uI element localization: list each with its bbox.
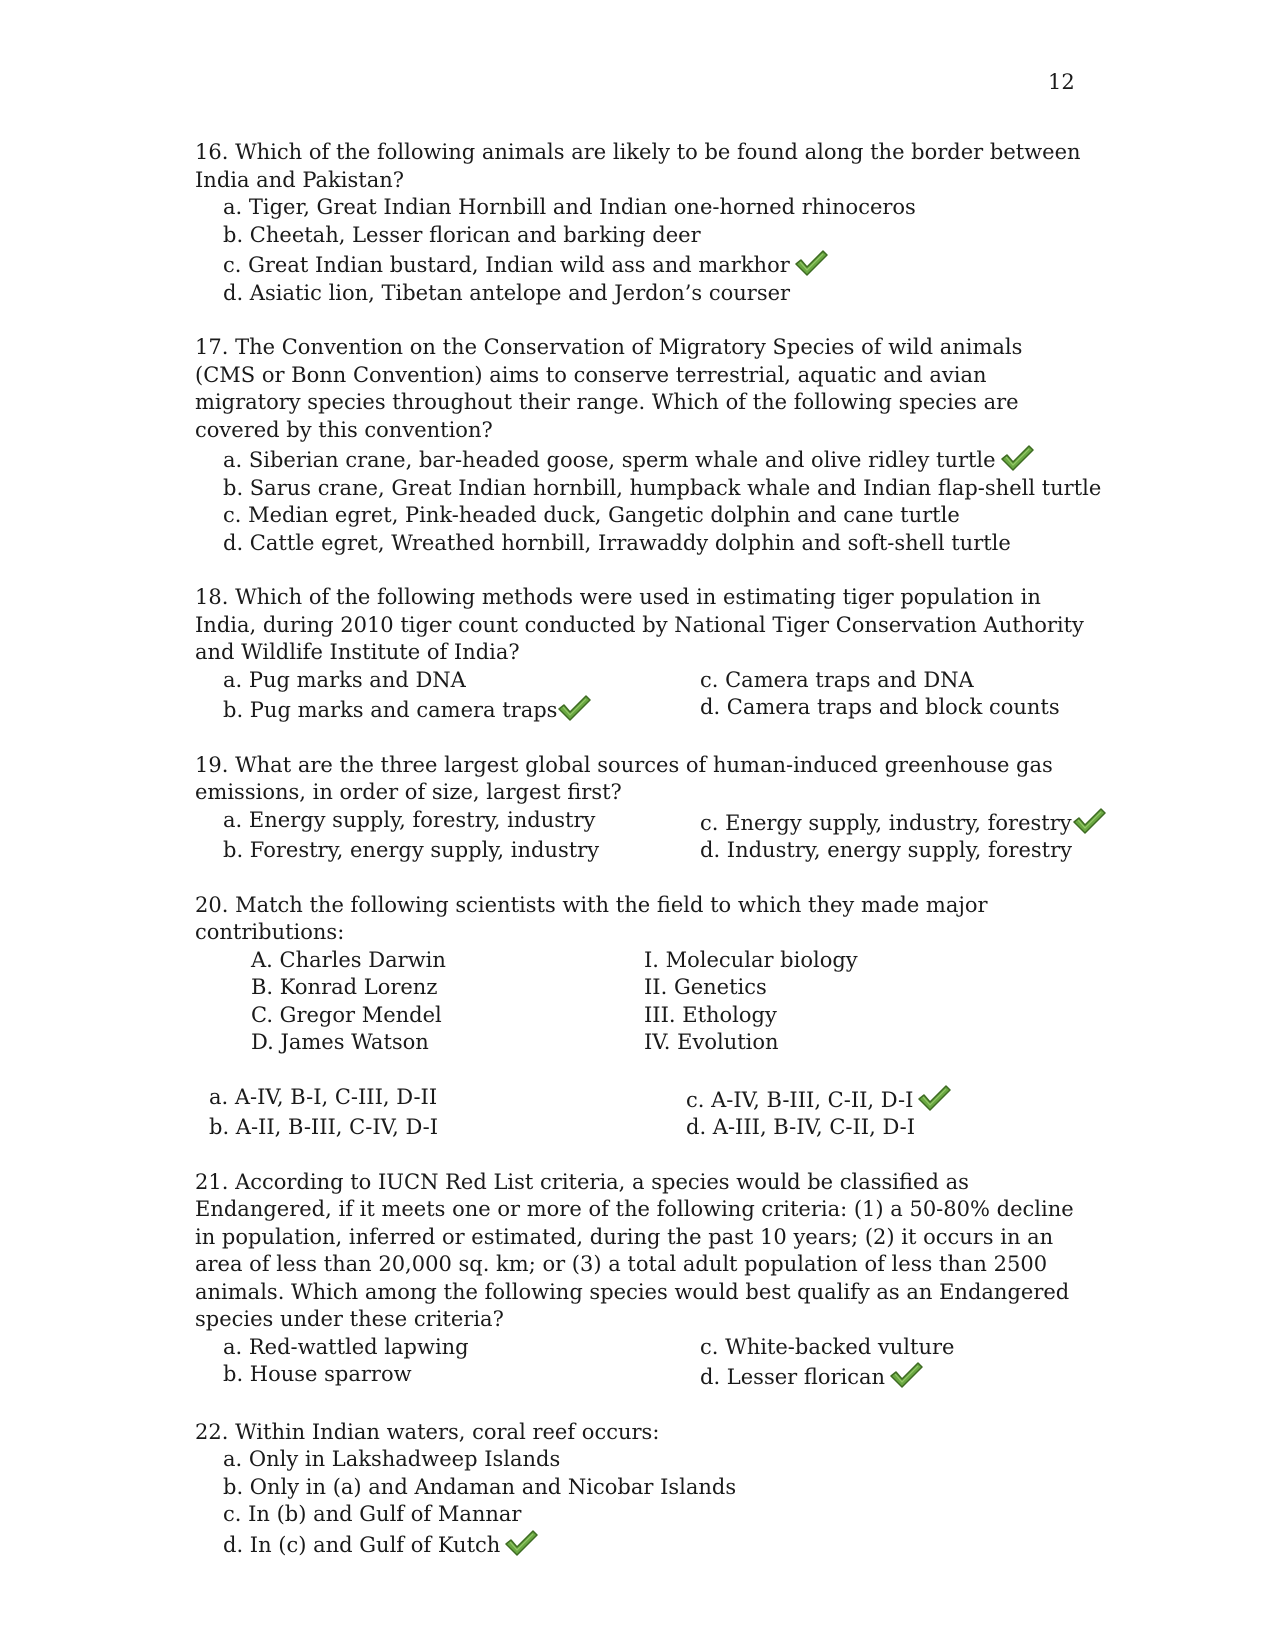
question-19	[195, 752, 1085, 865]
checkmark-icon	[557, 694, 591, 722]
question-list	[195, 139, 1102, 1586]
option-a[interactable]: a. Tiger, Great Indian Hornbill and Indian one-horned rhinoceros	[223, 195, 916, 219]
option-a[interactable]	[223, 444, 1085, 475]
option-c[interactable]: c. Camera traps and DNA	[700, 667, 974, 692]
option-a[interactable]: a. A-IV, B-I, C-III, D-II	[209, 1084, 438, 1109]
option-b[interactable]: b. Only in (a) and Andaman and Nicobar Islands	[223, 1474, 737, 1499]
field-item: III. Ethology	[644, 1002, 777, 1027]
option-a[interactable]: a. Red-wattled lapwing	[223, 1334, 469, 1359]
option-label: d. Lesser florican	[700, 1365, 886, 1389]
question-16	[195, 139, 1085, 307]
scientist-item: D. James Watson	[251, 1030, 429, 1054]
checkmark-icon	[1072, 807, 1106, 835]
options	[195, 1446, 1085, 1559]
options	[195, 667, 1085, 725]
option-label: d. In (c) and Gulf of Kutch	[223, 1532, 501, 1557]
question-18	[195, 584, 1085, 725]
option-b[interactable]	[223, 694, 700, 725]
option-a[interactable]: a. Energy supply, forestry, industry	[223, 807, 596, 832]
option-b[interactable]: b. Sarus crane, Great Indian hornbill, humpback whale and Indian flap-shell turtle	[223, 475, 1102, 500]
option-d[interactable]: d. A-III, B-IV, C-II, D-I	[686, 1115, 916, 1139]
question-text: 16. Which of the following animals are likely to be found along the border between India and Pakistan?	[195, 140, 1081, 192]
option-c[interactable]	[686, 1084, 1085, 1115]
option-b[interactable]: b. Cheetah, Lesser florican and barking deer	[223, 222, 701, 247]
question-text: 22. Within Indian waters, coral reef occurs:	[195, 1419, 660, 1444]
option-a[interactable]: a. Pug marks and DNA	[223, 667, 466, 692]
option-d[interactable]: d. Industry, energy supply, forestry	[700, 838, 1072, 862]
option-d[interactable]: d. Camera traps and block counts	[700, 695, 1060, 719]
field-item: II. Genetics	[644, 975, 767, 999]
field-item: IV. Evolution	[644, 1030, 779, 1054]
question-text: 18. Which of the following methods were used in estimating tiger population in India, during 2010 tiger count conducted by National Tiger Conservation Authority and Wildlife Institute of India?	[195, 585, 1084, 664]
option-d[interactable]: d. Cattle egret, Wreathed hornbill, Irrawaddy dolphin and soft-shell turtle	[223, 530, 1011, 555]
option-b[interactable]: b. Forestry, energy supply, industry	[223, 838, 600, 862]
page-number: 12	[1048, 70, 1075, 94]
scientist-item: C. Gregor Mendel	[251, 1002, 442, 1027]
question-text: 19. What are the three largest global sources of human-induced greenhouse gas emissions, in order of size, largest first?	[195, 752, 1053, 804]
option-a[interactable]: a. Only in Lakshadweep Islands	[223, 1447, 561, 1471]
checkmark-icon	[917, 1084, 951, 1112]
options	[195, 807, 1085, 865]
option-c[interactable]	[700, 807, 1106, 838]
question-21	[195, 1169, 1085, 1392]
options	[195, 444, 1102, 557]
option-b[interactable]: b. House sparrow	[223, 1362, 412, 1386]
option-label: c. Great Indian bustard, Indian wild ass and markhor	[223, 253, 790, 277]
scientist-item: B. Konrad Lorenz	[251, 975, 438, 999]
question-text: 17. The Convention on the Conservation of Migratory Species of wild animals (CMS or Bonn Convention) aims to conserve terrestrial, aquatic and avian migratory species throughout their range. Which of the following species are covered by this convention?	[195, 335, 1023, 442]
options	[195, 194, 1085, 307]
options	[195, 1084, 1085, 1142]
option-c[interactable]	[223, 249, 1085, 280]
checkmark-icon	[794, 249, 828, 277]
checkmark-icon	[889, 1361, 923, 1389]
option-d[interactable]	[223, 1529, 1085, 1560]
option-b[interactable]: b. A-II, B-III, C-IV, D-I	[209, 1115, 439, 1139]
checkmark-icon	[504, 1529, 538, 1557]
option-c[interactable]: c. In (b) and Gulf of Mannar	[223, 1502, 522, 1526]
question-text: 20. Match the following scientists with the field to which they made major contributions:	[195, 892, 988, 944]
question-22	[195, 1419, 1085, 1560]
option-d[interactable]: d. Asiatic lion, Tibetan antelope and Jerdon’s courser	[223, 280, 791, 305]
option-d[interactable]	[700, 1361, 1085, 1392]
question-20	[195, 892, 1085, 1142]
options	[195, 1334, 1085, 1392]
question-17	[195, 334, 1102, 557]
option-label: c. A-IV, B-III, C-II, D-I	[686, 1087, 914, 1112]
option-label: b. Pug marks and camera traps	[223, 698, 558, 722]
scientist-item: A. Charles Darwin	[251, 947, 446, 972]
option-c[interactable]: c. White-backed vulture	[700, 1334, 955, 1359]
match-table	[195, 947, 1085, 1057]
option-label: a. Siberian crane, bar-headed goose, sperm whale and olive ridley turtle	[223, 448, 996, 472]
option-c[interactable]: c. Median egret, Pink-headed duck, Gangetic dolphin and cane turtle	[223, 503, 960, 527]
field-item: I. Molecular biology	[644, 947, 858, 972]
option-label: c. Energy supply, industry, forestry	[700, 810, 1072, 835]
question-text: 21. According to IUCN Red List criteria, a species would be classified as Endangered, if it meets one or more of the following criteria: (1) a 50-80% decline in population, inferred or estimated, during the past 10 years; (2) it occurs in an area of less than 20,000 sq. km; or (3) a total adult population of less than 2500 animals. Which among the following species would best qualify as an Endangered species under these criteria?	[195, 1169, 1074, 1331]
checkmark-icon	[1000, 444, 1034, 472]
